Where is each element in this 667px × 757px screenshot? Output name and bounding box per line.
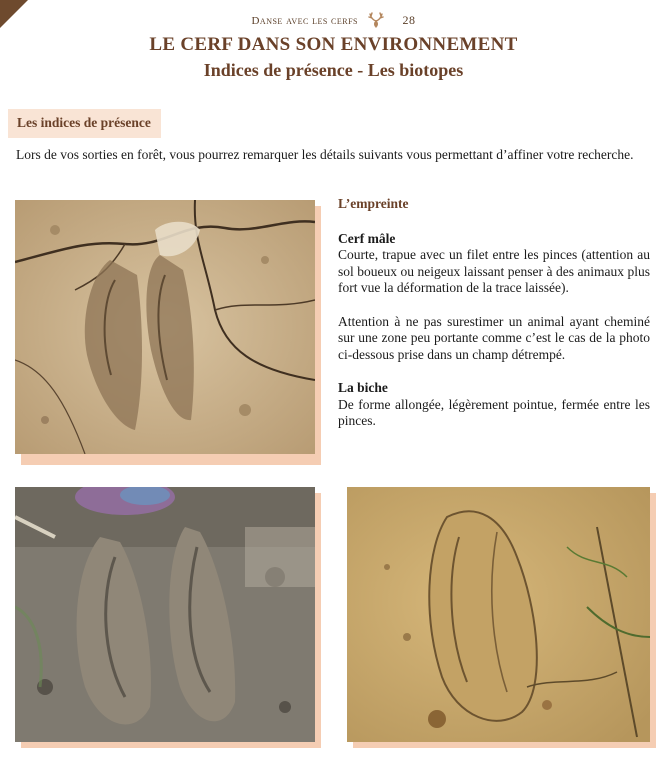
male-description: Courte, trapue avec un filet entre les pinces (attention au sol boueux ou neigeux laissant penser à des animaux plus fort vue la déformation de la trace laissée). xyxy=(338,247,650,295)
photo-wet-field-footprint-wrapper xyxy=(15,487,321,748)
intro-paragraph: Lors de vos sorties en forêt, vous pourrez remarquer les détails suivants vous permettant d’affiner votre recherche. xyxy=(16,147,634,162)
empreinte-heading: L’empreinte xyxy=(338,196,409,211)
photo-male-footprint-wrapper xyxy=(15,200,321,465)
photo-wet-field-footprint xyxy=(15,487,315,742)
photo-doe-footprint-wrapper xyxy=(347,487,656,748)
biche-description: De forme allongée, légèrement pointue, fermée entre les pinces. xyxy=(338,396,650,428)
warning-paragraph: Attention à ne pas surestimer un animal ayant cheminé sur une zone peu portante comme c’est le cas de la photo ci-dessous prise dans un champ détrempé. xyxy=(338,313,650,362)
photo-doe-footprint xyxy=(347,487,650,742)
antler-icon xyxy=(367,12,385,31)
photo-male-footprint xyxy=(15,200,315,454)
section-heading: Les indices de présence xyxy=(8,109,161,138)
running-header xyxy=(0,12,667,31)
running-title: Danse avec les cerfs xyxy=(251,15,358,28)
page-subtitle: Indices de présence - Les biotopes xyxy=(203,60,464,80)
page-title: LE CERF DANS SON ENVIRONNEMENT xyxy=(149,34,518,55)
biche-heading: La biche xyxy=(338,380,388,395)
male-heading: Cerf mâle xyxy=(338,230,396,246)
empreinte-text-block xyxy=(338,196,650,430)
page-number: 28 xyxy=(402,13,416,28)
